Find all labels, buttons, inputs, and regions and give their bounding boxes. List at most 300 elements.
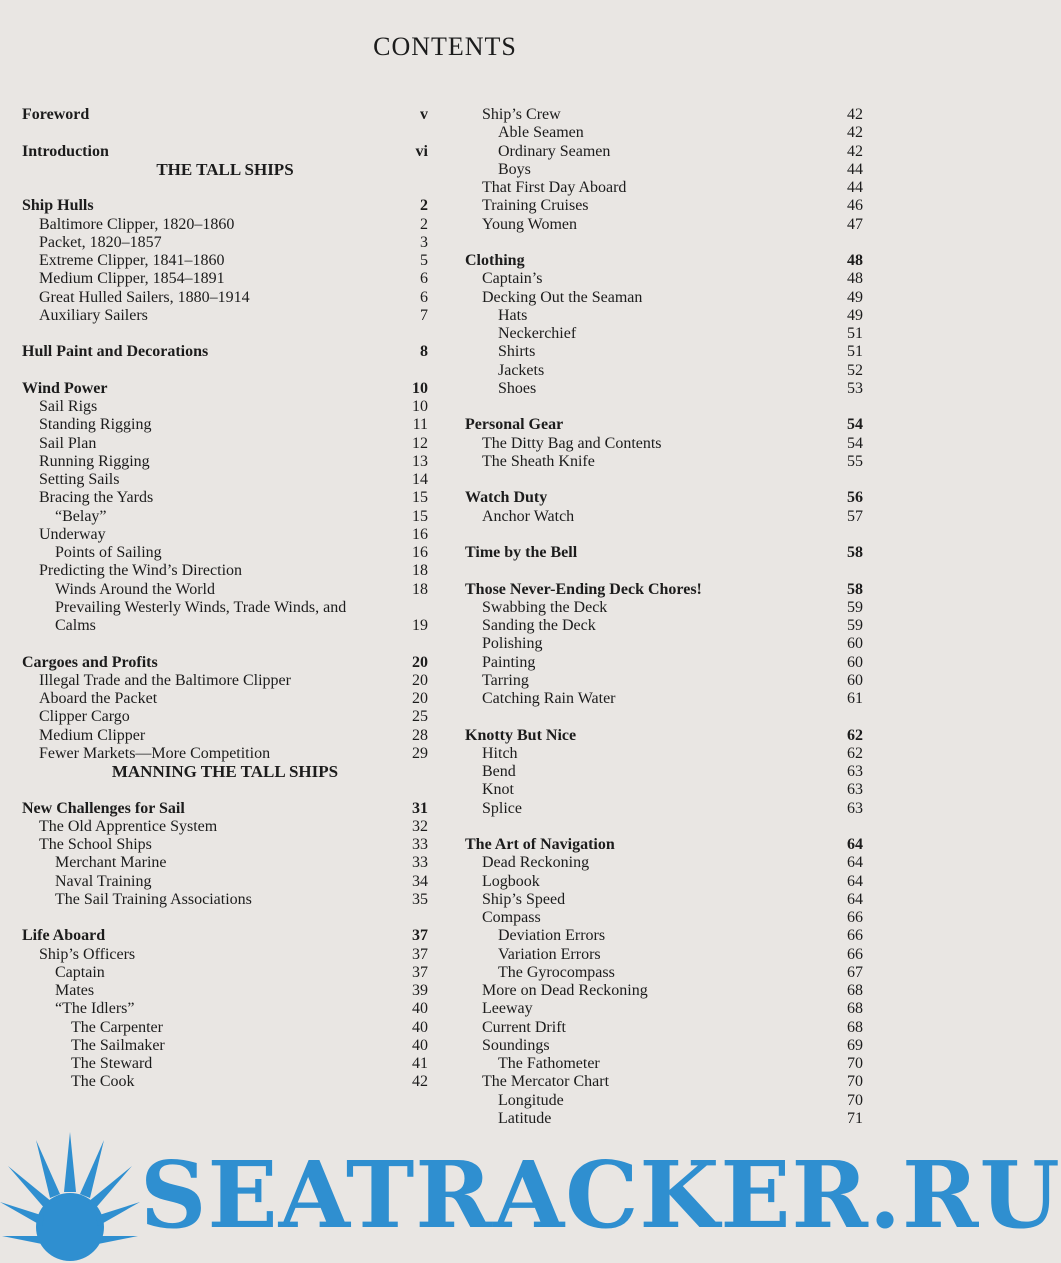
toc-subentry[interactable]	[465, 197, 863, 215]
toc-page-number: 11	[412, 416, 428, 434]
toc-entry-title: MANNING THE TALL SHIPS	[111, 762, 339, 781]
toc-page-number: 56	[847, 489, 863, 507]
toc-page-number: 52	[847, 361, 863, 379]
toc-right-column	[465, 106, 863, 1128]
toc-page-number: 39	[412, 982, 428, 999]
toc-subentry[interactable]	[465, 1110, 863, 1128]
toc-page-number: 68	[847, 1018, 863, 1036]
toc-page-number: 40	[412, 1036, 428, 1054]
watermark-text: SEATRACKER.RU	[140, 1141, 1061, 1249]
toc-entry-title: Medium Clipper, 1854–1891	[39, 270, 225, 288]
toc-page-number: 59	[847, 617, 863, 634]
toc-entry-title: Shoes	[498, 379, 537, 397]
toc-subentry[interactable]	[465, 672, 863, 690]
toc-page-number: 33	[412, 854, 428, 872]
toc-subentry[interactable]	[465, 891, 863, 909]
toc-chapter-entry[interactable]	[465, 727, 863, 745]
toc-page-number: 51	[847, 343, 863, 361]
toc-page-number: 16	[412, 544, 428, 561]
toc-page-number: 16	[412, 525, 428, 543]
toc-subentry[interactable]	[465, 927, 863, 945]
toc-subentry[interactable]	[465, 380, 863, 398]
toc-page-number: 2	[420, 197, 428, 215]
toc-chapter-entry[interactable]	[22, 927, 428, 945]
toc-page-number: 18	[412, 562, 428, 580]
toc-page-number: 29	[412, 744, 428, 762]
toc-entry-title: More on Dead Reckoning	[482, 982, 648, 999]
toc-page-number: 20	[412, 671, 428, 689]
toc-entry-title: Cargoes and Profits	[22, 653, 158, 671]
toc-entry-title: Dead Reckoning	[482, 854, 590, 872]
toc-subentry[interactable]	[465, 161, 863, 179]
toc-page-number: 40	[412, 1000, 428, 1018]
toc-page-number: 49	[847, 306, 863, 324]
toc-entry-title: “The Idlers”	[55, 1000, 135, 1018]
toc-entry-title: Clipper Cargo	[39, 708, 130, 726]
toc-page-number: 69	[847, 1036, 863, 1054]
toc-page-number: 64	[847, 872, 863, 890]
toc-page-number: 6	[420, 270, 428, 288]
toc-entry-title: The Sailmaker	[71, 1036, 165, 1054]
toc-entry-title: Winds Around the World	[55, 580, 215, 598]
toc-entry-title: Ordinary Seamen	[498, 142, 611, 160]
toc-subentry[interactable]	[465, 124, 863, 142]
toc-page-number: 41	[412, 1055, 428, 1072]
toc-page-number: 57	[847, 507, 863, 525]
toc-page-number: 64	[847, 836, 863, 853]
toc-subentry[interactable]	[465, 1055, 863, 1073]
toc-entry-title: Bracing the Yards	[39, 489, 154, 507]
toc-entry-title: Underway	[39, 525, 106, 543]
toc-page-number: 62	[847, 726, 863, 744]
toc-subentry[interactable]	[465, 690, 863, 708]
toc-page-number: 25	[412, 708, 428, 726]
toc-subentry[interactable]	[465, 982, 863, 1000]
toc-subentry[interactable]	[22, 398, 428, 416]
toc-subentry[interactable]	[465, 1092, 863, 1110]
toc-subentry[interactable]	[22, 252, 428, 270]
toc-page-number: 64	[847, 854, 863, 872]
toc-page-number: 60	[847, 653, 863, 671]
toc-subentry[interactable]	[22, 946, 428, 964]
toc-subentry[interactable]	[22, 1019, 428, 1037]
toc-entry-title: Polishing	[482, 635, 543, 653]
toc-subentry[interactable]	[22, 745, 428, 763]
toc-entry-title: That First Day Aboard	[482, 179, 627, 196]
toc-page-number: 20	[412, 690, 428, 707]
toc-subentry[interactable]	[22, 562, 428, 580]
toc-entry-title: THE TALL SHIPS	[156, 159, 294, 179]
toc-page-number: 61	[847, 690, 863, 707]
toc-spacer	[22, 325, 428, 343]
toc-subentry[interactable]	[465, 362, 863, 380]
toc-entry-title: Ship’s Officers	[39, 945, 136, 963]
toc-entry-title: Points of Sailing	[55, 544, 162, 561]
toc-subentry[interactable]	[465, 654, 863, 672]
toc-subentry[interactable]	[465, 216, 863, 234]
toc-chapter-entry[interactable]	[22, 380, 428, 398]
toc-entry-title: Sail Rigs	[39, 398, 98, 415]
toc-subentry[interactable]	[465, 453, 863, 471]
toc-page-number: 66	[847, 927, 863, 945]
toc-chapter-entry[interactable]	[465, 581, 863, 599]
toc-subentry[interactable]	[465, 635, 863, 653]
toc-entry-title: The Old Apprentice System	[39, 817, 218, 835]
toc-spacer	[465, 708, 863, 726]
toc-entry-title: Ship’s Speed	[482, 890, 566, 908]
toc-entry-title: Swabbing the Deck	[482, 598, 608, 616]
toc-subentry[interactable]	[465, 1073, 863, 1091]
toc-entry-title: Life Aboard	[22, 927, 106, 945]
toc-page-number: 58	[847, 580, 863, 598]
toc-entry-title: The Ditty Bag and Contents	[482, 434, 662, 452]
toc-spacer	[465, 562, 863, 580]
toc-entry-title: The Gyrocompass	[498, 963, 615, 981]
toc-subentry[interactable]	[465, 1037, 863, 1055]
toc-page-number: 28	[412, 726, 428, 744]
toc-subentry[interactable]	[22, 708, 428, 726]
toc-subentry[interactable]	[465, 909, 863, 927]
toc-section-heading[interactable]	[22, 763, 428, 781]
toc-entry-title: Baltimore Clipper, 1820–1860	[39, 215, 235, 233]
toc-entry-title: Extreme Clipper, 1841–1860	[39, 252, 225, 269]
toc-subentry[interactable]	[22, 690, 428, 708]
toc-chapter-entry[interactable]	[22, 343, 428, 361]
toc-entry-title: Leeway	[482, 1000, 533, 1018]
toc-chapter-entry[interactable]	[22, 106, 428, 124]
toc-spacer	[22, 635, 428, 653]
toc-subentry[interactable]	[22, 836, 428, 854]
toc-left-column	[22, 106, 428, 1092]
toc-entry-title: The Steward	[71, 1055, 153, 1072]
toc-entry-title: Auxiliary Sailers	[39, 306, 148, 324]
toc-spacer	[22, 781, 428, 799]
toc-entry-title: Packet, 1820–1857	[39, 233, 162, 251]
toc-entry-title: Prevailing Westerly Winds, Trade Winds, and	[55, 598, 347, 616]
toc-page-number: 42	[847, 106, 863, 123]
toc-subentry[interactable]	[465, 763, 863, 781]
toc-page-number: 7	[420, 306, 428, 324]
page-title: CONTENTS	[373, 32, 517, 61]
toc-entry-title: New Challenges for Sail	[22, 799, 185, 817]
toc-page-number: 54	[847, 416, 863, 434]
toc-page-number: 37	[412, 963, 428, 981]
toc-entry-title: Hull Paint and Decorations	[22, 343, 209, 361]
toc-page-number: 19	[412, 617, 428, 634]
toc-entry-title: Captain’s	[482, 270, 543, 288]
toc-entry-title: Naval Training	[55, 872, 152, 890]
toc-entry-title: Sail Plan	[39, 434, 97, 452]
toc-page-number: 71	[847, 1109, 863, 1127]
toc-page-number: 70	[847, 1091, 863, 1109]
toc-chapter-entry[interactable]	[465, 544, 863, 562]
toc-entry-title: Variation Errors	[498, 945, 601, 963]
toc-page-number: vi	[415, 142, 428, 160]
toc-entry-title: Personal Gear	[465, 416, 564, 434]
toc-page-number: 48	[847, 270, 863, 288]
toc-subentry[interactable]	[465, 1019, 863, 1037]
toc-chapter-entry[interactable]	[22, 800, 428, 818]
toc-entry-title: Predicting the Wind’s Direction	[39, 562, 243, 580]
toc-spacer	[465, 471, 863, 489]
toc-entry-title: Training Cruises	[482, 197, 589, 215]
toc-subentry[interactable]	[22, 1073, 428, 1091]
toc-page-number: 5	[420, 252, 428, 269]
toc-entry-title: Introduction	[22, 142, 109, 160]
toc-entry-title: Hats	[498, 306, 528, 324]
toc-subentry[interactable]	[22, 964, 428, 982]
toc-entry-title: Tarring	[482, 671, 529, 689]
toc-subentry[interactable]	[465, 800, 863, 818]
toc-page-number: 15	[412, 507, 428, 525]
toc-entry-title: The Art of Navigation	[465, 836, 615, 853]
toc-page-number: 66	[847, 945, 863, 963]
toc-entry-title: Deviation Errors	[498, 927, 606, 945]
toc-page-number: 10	[412, 398, 428, 415]
toc-entry-title: Able Seamen	[498, 124, 584, 142]
toc-subentry[interactable]	[22, 471, 428, 489]
toc-page-number: 31	[412, 799, 428, 817]
toc-entry-title: Knot	[482, 781, 514, 799]
toc-page-number: 67	[847, 963, 863, 981]
toc-subentry[interactable]	[465, 289, 863, 307]
toc-subentry[interactable]	[465, 307, 863, 325]
toc-entry-title: Mates	[55, 982, 95, 999]
toc-subentry[interactable]	[465, 343, 863, 361]
toc-page-number: 48	[847, 252, 863, 269]
toc-chapter-entry[interactable]	[22, 197, 428, 215]
toc-entry-title: Illegal Trade and the Baltimore Clipper	[39, 671, 291, 689]
toc-entry-title: Setting Sails	[39, 471, 120, 488]
toc-entry-title: Standing Rigging	[39, 416, 152, 434]
toc-page-number: 49	[847, 288, 863, 306]
toc-page-number: v	[420, 106, 428, 123]
toc-entry-title: Fewer Markets—More Competition	[39, 744, 271, 762]
toc-entry-title: The School Ships	[39, 836, 152, 853]
toc-entry-title: The Fathometer	[498, 1055, 600, 1072]
toc-page-number: 54	[847, 434, 863, 452]
toc-entry-title: “Belay”	[55, 507, 107, 525]
toc-subentry[interactable]	[465, 854, 863, 872]
toc-subentry[interactable]	[465, 599, 863, 617]
toc-page-number: 55	[847, 452, 863, 470]
toc-chapter-entry[interactable]	[22, 143, 428, 161]
toc-subentry[interactable]	[22, 270, 428, 288]
toc-subentry[interactable]	[22, 1037, 428, 1055]
toc-subentry[interactable]	[22, 416, 428, 434]
toc-page-number: 63	[847, 781, 863, 799]
toc-entry-title: Bend	[482, 763, 516, 780]
toc-page-number: 63	[847, 799, 863, 817]
toc-entry-title: Wind Power	[22, 379, 108, 397]
toc-chapter-entry[interactable]	[22, 654, 428, 672]
toc-chapter-entry[interactable]	[465, 252, 863, 270]
toc-page-number: 70	[847, 1055, 863, 1072]
toc-chapter-entry[interactable]	[465, 489, 863, 507]
toc-page-number: 53	[847, 379, 863, 397]
toc-page-number: 40	[412, 1018, 428, 1036]
toc-page-number: 32	[412, 817, 428, 835]
toc-page-number: 58	[847, 544, 863, 561]
toc-entry-title: Aboard the Packet	[39, 690, 158, 707]
toc-spacer	[22, 362, 428, 380]
toc-page-number: 42	[412, 1073, 428, 1091]
toc-subentry[interactable]	[465, 106, 863, 124]
toc-entry-title: Hitch	[482, 744, 518, 762]
toc-page-number: 20	[412, 653, 428, 671]
toc-subentry[interactable]	[22, 818, 428, 836]
toc-subentry[interactable]	[22, 489, 428, 507]
toc-subentry[interactable]	[465, 781, 863, 799]
toc-entry-title: Anchor Watch	[482, 507, 575, 525]
toc-spacer	[465, 818, 863, 836]
toc-page-number: 6	[420, 288, 428, 306]
toc-spacer	[465, 526, 863, 544]
toc-entry-title: The Mercator Chart	[482, 1073, 610, 1091]
toc-subentry[interactable]	[22, 873, 428, 891]
toc-entry-title: Ship’s Crew	[482, 106, 561, 123]
toc-spacer	[22, 124, 428, 142]
toc-section-heading[interactable]	[22, 161, 428, 179]
toc-subentry[interactable]	[22, 672, 428, 690]
toc-entry-title: The Cook	[71, 1073, 135, 1091]
toc-entry-title: The Sail Training Associations	[55, 890, 252, 908]
toc-page-number: 64	[847, 890, 863, 908]
toc-entry-title: Ship Hulls	[22, 197, 94, 215]
toc-spacer	[22, 909, 428, 927]
toc-subentry[interactable]	[22, 216, 428, 234]
toc-page-number: 10	[412, 379, 428, 397]
toc-subentry[interactable]	[22, 599, 428, 617]
toc-entry-title: Soundings	[482, 1036, 550, 1054]
toc-entry-title: Compass	[482, 909, 541, 926]
toc-subentry[interactable]	[22, 891, 428, 909]
toc-entry-title: Young Women	[482, 215, 578, 233]
toc-entry-title: Time by the Bell	[465, 544, 578, 561]
toc-entry-title: Sanding the Deck	[482, 617, 596, 634]
toc-page-number: 42	[847, 124, 863, 142]
toc-subentry[interactable]	[22, 289, 428, 307]
toc-page-number: 14	[412, 471, 428, 488]
toc-subentry[interactable]	[465, 1000, 863, 1018]
toc-page-number: 8	[420, 343, 428, 361]
toc-subentry[interactable]	[465, 617, 863, 635]
toc-page-number: 37	[412, 927, 428, 945]
toc-page-number: 15	[412, 489, 428, 507]
toc-page-number: 44	[847, 179, 863, 196]
toc-entry-title: Longitude	[498, 1091, 564, 1109]
toc-entry-title: Splice	[482, 799, 522, 817]
toc-page-number: 60	[847, 635, 863, 653]
toc-entry-title: Merchant Marine	[55, 854, 167, 872]
toc-page-number: 13	[412, 452, 428, 470]
toc-subentry[interactable]	[22, 727, 428, 745]
toc-subentry[interactable]	[465, 946, 863, 964]
toc-subentry[interactable]	[465, 745, 863, 763]
toc-spacer	[22, 179, 428, 197]
toc-page-number: 68	[847, 982, 863, 999]
toc-page-number: 66	[847, 909, 863, 926]
toc-page-number: 34	[412, 872, 428, 890]
toc-entry-title: Clothing	[465, 252, 525, 269]
toc-page-number: 3	[420, 233, 428, 251]
toc-entry-title: Jackets	[498, 361, 545, 379]
toc-subentry[interactable]	[465, 435, 863, 453]
toc-page-number: 44	[847, 160, 863, 178]
toc-subentry[interactable]	[22, 508, 428, 526]
toc-entry-title: Neckerchief	[498, 325, 577, 342]
toc-entry-title: Painting	[482, 653, 536, 671]
toc-page-number: 63	[847, 763, 863, 780]
toc-page-number: 2	[420, 215, 428, 233]
toc-page-number: 33	[412, 836, 428, 853]
toc-entry-title: Catching Rain Water	[482, 690, 616, 707]
toc-entry-title: Calms	[55, 617, 96, 634]
toc-entry-title: Decking Out the Seaman	[482, 288, 643, 306]
toc-entry-title: Shirts	[498, 343, 536, 361]
toc-page-number: 37	[412, 945, 428, 963]
toc-chapter-entry[interactable]	[465, 836, 863, 854]
toc-page-number: 70	[847, 1073, 863, 1091]
toc-subentry[interactable]	[22, 854, 428, 872]
toc-subentry[interactable]	[465, 325, 863, 343]
toc-subentry[interactable]	[22, 1055, 428, 1073]
toc-page-number: 46	[847, 197, 863, 215]
toc-spacer	[465, 398, 863, 416]
toc-page-number: 60	[847, 671, 863, 689]
toc-page-number: 12	[412, 434, 428, 452]
toc-entry-title: Captain	[55, 963, 105, 981]
toc-subentry[interactable]	[465, 179, 863, 197]
toc-entry-title: Boys	[498, 160, 531, 178]
toc-entry-title: Latitude	[498, 1109, 552, 1127]
toc-page-number: 42	[847, 142, 863, 160]
toc-entry-title: Foreword	[22, 106, 90, 123]
toc-entry-title: The Carpenter	[71, 1018, 163, 1036]
toc-entry-title: Watch Duty	[465, 489, 548, 507]
toc-spacer	[465, 234, 863, 252]
toc-subentry[interactable]	[22, 1000, 428, 1018]
toc-page-number: 47	[847, 215, 863, 233]
toc-subentry[interactable]	[22, 617, 428, 635]
toc-entry-title: Medium Clipper	[39, 726, 146, 744]
toc-subentry[interactable]	[465, 508, 863, 526]
toc-subentry[interactable]	[465, 143, 863, 161]
toc-entry-title: Great Hulled Sailers, 1880–1914	[39, 288, 250, 306]
toc-subentry[interactable]	[22, 581, 428, 599]
toc-subentry[interactable]	[465, 964, 863, 982]
toc-subentry[interactable]	[22, 234, 428, 252]
toc-subentry[interactable]	[465, 873, 863, 891]
toc-entry-title: Running Rigging	[39, 452, 150, 470]
toc-entry-title: Logbook	[482, 872, 540, 890]
toc-page-number: 35	[412, 890, 428, 908]
toc-subentry[interactable]	[465, 270, 863, 288]
toc-entry-title: Those Never-Ending Deck Chores!	[465, 580, 702, 598]
toc-page-number: 18	[412, 580, 428, 598]
toc-entry-title: Current Drift	[482, 1018, 566, 1036]
toc-page-number: 59	[847, 598, 863, 616]
toc-page-number: 68	[847, 1000, 863, 1018]
toc-subentry[interactable]	[22, 435, 428, 453]
toc-subentry[interactable]	[22, 544, 428, 562]
toc-subentry[interactable]	[22, 307, 428, 325]
toc-subentry[interactable]	[22, 982, 428, 1000]
toc-chapter-entry[interactable]	[465, 416, 863, 434]
toc-subentry[interactable]	[22, 453, 428, 471]
toc-subentry[interactable]	[22, 526, 428, 544]
toc-page-number: 62	[847, 744, 863, 762]
